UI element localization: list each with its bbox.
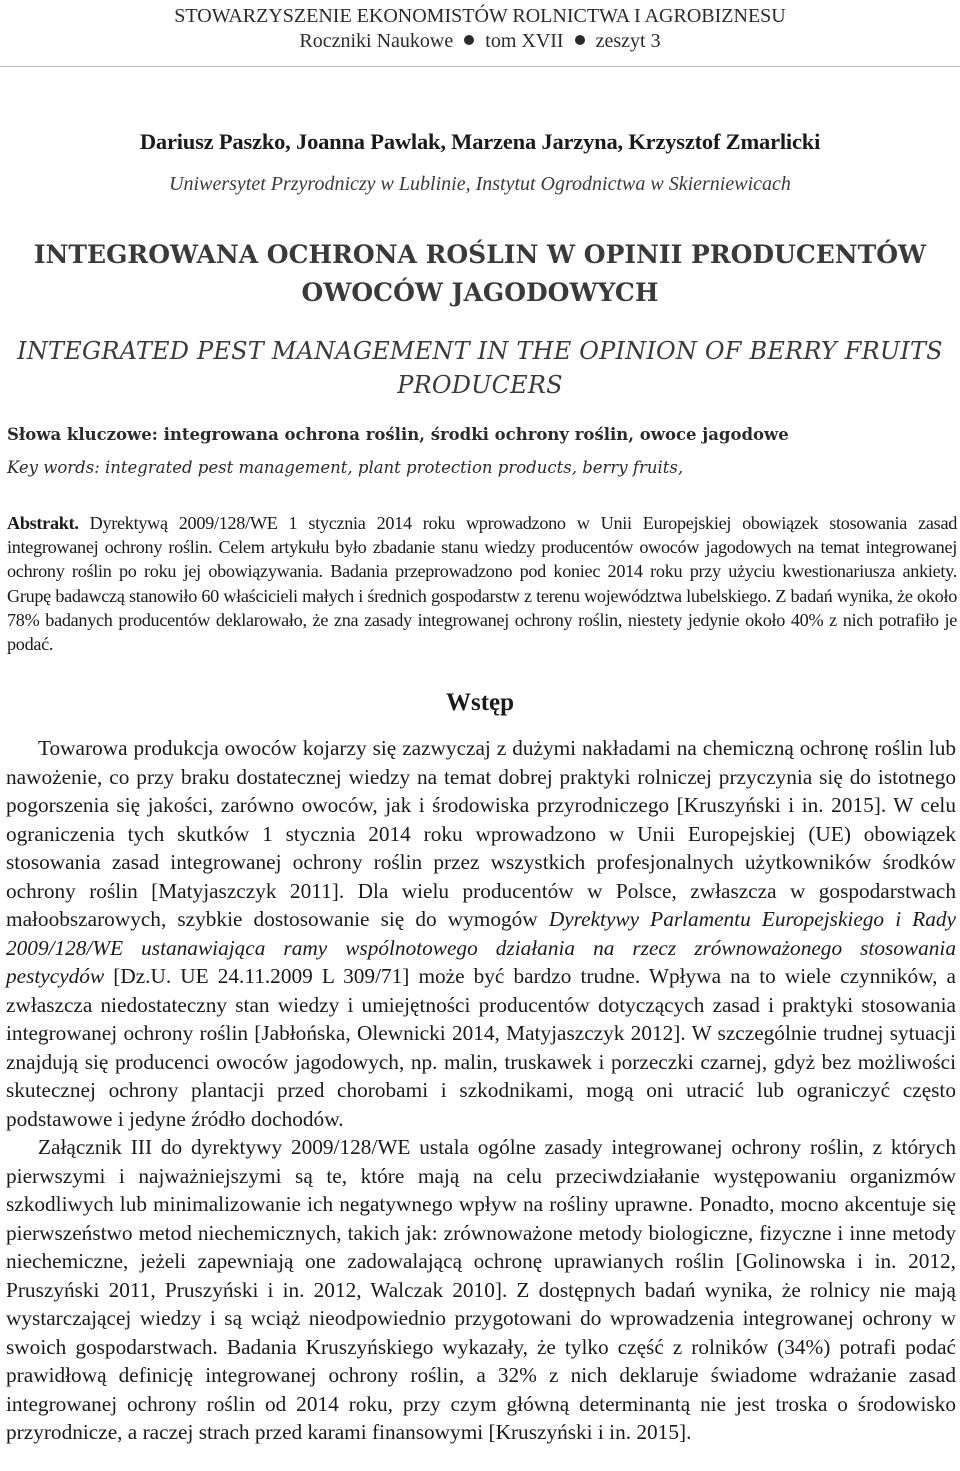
paragraph: [6, 734, 956, 1133]
title-polish-line2: OWOCÓW JAGODOWYCH: [301, 278, 659, 307]
bullet-icon: [464, 35, 474, 45]
directive-title: Dyrektywy Parlamentu Europejskiego i Rady 2009/128/WE ustanawiająca ramy wspólnotowego działania na rzecz zrównoważonego stosowania pestycydów: [6, 907, 956, 988]
volume-label: tom XVII: [485, 30, 564, 52]
journal-header: [0, 4, 960, 54]
title-english-line1: INTEGRATED PEST MANAGEMENT IN THE OPINION OF BERRY FRUITS: [17, 337, 943, 365]
journal-issue-line: [0, 29, 960, 54]
issue-label: zeszyt 3: [595, 30, 661, 52]
title-english: [0, 334, 960, 402]
keywords-polish: Słowa kluczowe: integrowana ochrona roślin, środki ochrony roślin, owoce jagodowe: [7, 425, 789, 444]
abstract-text: Dyrektywą 2009/128/WE 1 stycznia 2014 roku wprowadzono w Unii Europejskiej obowiązek stosowania zasad integrowanej ochrony roślin. Celem artykułu było zbadanie stanu wiedzy producentów owoców jagodowych na temat integrowanej ochrony roślin po roku jej obowiązywania. Badania przeprowadzono pod koniec 2014 roku przy użyciu kwestionariusza ankiety. Grupę badawczą stanowiło 60 właścicieli małych i średnich gospodarstw z terenu województwa lubelskiego. Z badań wynika, że około 78% badanych producentów deklarowało, że zna zasady integrowanej ochrony roślin, niestety jedynie około 40% z nich potrafiło je podać.: [7, 513, 958, 655]
series-name: Roczniki Naukowe: [299, 30, 454, 52]
body-text: [6, 734, 956, 1447]
abstract-label: Abstrakt.: [7, 513, 79, 533]
header-divider: [0, 66, 960, 67]
keywords-english: Key words: integrated pest management, plant protection products, berry fruits,: [7, 458, 684, 477]
title-english-line2: PRODUCERS: [397, 371, 563, 399]
society-name: STOWARZYSZENIE EKONOMISTÓW ROLNICTWA I AGROBIZNESU: [174, 5, 786, 27]
affiliation: Uniwersytet Przyrodniczy w Lublinie, Instytut Ogrodnictwa w Skierniewicach: [169, 173, 791, 195]
authors: Dariusz Paszko, Joanna Pawlak, Marzena Jarzyna, Krzysztof Zmarlicki: [139, 129, 821, 154]
paragraph: Załącznik III do dyrektywy 2009/128/WE ustala ogólne zasady integrowanej ochrony roślin, z których pierwszymi i najważniejszymi są te, które mają na celu przeciwdziałanie występowaniu organizmów szkodliwych lub minimalizowanie ich negatywnego wpływ na rośliny uprawne. Ponadto, mocno akcentuje się pierwszeństwo metod niechemicznych, takich jak: zrównoważone metody biologiczne, fizyczne i inne metody niechemiczne, jeżeli zapewniają one zadowalającą ochronę uprawianych roślin [Golinowska i in. 2012, Pruszyński 2011, Pruszyński i in. 2012, Walczak 2010]. Z dostępnych badań wynika, że rolnicy nie mają wystarczającej wiedzy i są wciąż nieodpowiednio przygotowani do wprowadzenia integrowanej ochrony w swoich gospodarstwach. Badania Kruszyńskiego wykazały, że tylko część z rolników (34%) potrafi podać prawidłową definicję integrowanej ochrony roślin, a 32% z nich deklaruje świadome wdrażanie zasad integrowanej ochrony roślin od 2014 roku, przy czym główną determinantą nie jest troska o środowisko przyrodnicze, a raczej strach przed karami finansowymi [Kruszyński i in. 2015].: [6, 1135, 956, 1444]
title-polish: [0, 236, 960, 312]
title-polish-line1: INTEGROWANA OCHRONA ROŚLIN W OPINII PRODUCENTÓW: [33, 240, 927, 269]
bullet-icon: [575, 35, 585, 45]
section-heading: Wstęp: [445, 689, 515, 716]
abstract: [7, 511, 957, 656]
paragraph-text: [Dz.U. UE 24.11.2009 L 309/71] może być bardzo trudne. Wpływa na to wiele czynników, a zwłaszcza niedostateczny stan wiedzy i umiejętności producentów dotyczących zasad i praktyki stosowania integrowanej ochrony roślin [Jabłońska, Olewnicki 2014, Matyjaszczyk 2012]. W szczególnie trudnej sytuacji znajdują się producenci owoców jagodowych, np. malin, truskawek i porzeczki czarnej, gdyż bez możliwości skutecznej ochrony plantacji przed chorobami i szkodnikami, mogą oni utracić lub ograniczyć często podstawowe i jedyne źródło dochodów.: [6, 964, 956, 1131]
paragraph-text: Towarowa produkcja owoców kojarzy się zazwyczaj z dużymi nakładami na chemiczną ochronę roślin lub nawożenie, co przy braku dostatecznej wiedzy na temat dobrej praktyki rolniczej przyczynia się do istotnego pogorszenia się jakości, zarówno owoców, jak i środowiska przyrodniczego [Kruszyński i in. 2015]. W celu ograniczenia tych skutków 1 stycznia 2014 roku wprowadzono w Unii Europejskiej (UE) obowiązek stosowania zasad integrowanej ochrony roślin przez wszystkich profesjonalnych użytkowników środków ochrony roślin [Matyjaszczyk 2011]. Dla wielu producentów w Polsce, zwłaszcza w gospodarstwach małoobszarowych, szybkie dostosowanie się do wymogów: [6, 736, 956, 931]
